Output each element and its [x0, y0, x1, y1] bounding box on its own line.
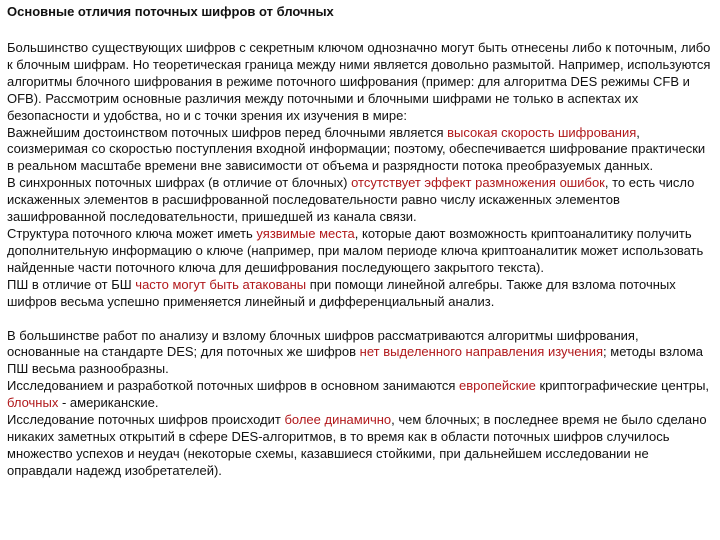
text-segment: В большинстве работ по анализу и взлому блочных шифров рассматриваются алгоритмы шифрования, основанные на стандарте DES; для поточных же шифров	[7, 327, 639, 360]
document-body	[7, 40, 713, 480]
paragraph-attacks	[7, 277, 713, 311]
highlight-no-direction: нет выделенного направления изучения	[359, 344, 604, 360]
highlight-block: блочных	[7, 395, 59, 411]
highlight-weak-points: уязвимые места	[256, 225, 355, 241]
text-segment: , которые дают возможность криптоаналитику получить дополнительную информацию о ключе (например, при малом периоде ключа криптоаналитик может использовать найденные части поточного ключа для дешифрования последующего закрытого текста).	[7, 225, 704, 275]
paragraph-intro: Большинство существующих шифров с секретным ключом однозначно могут быть отнесены либо к поточным, либо к блочным шифрам. Но теоретическая граница между ними является довольно размытой. Например, используются алгоритмы блочного шифрования в режиме поточного шифрования (пример: для алгоритма DES режимы CFB и OFB). Рассмотрим основные различия между поточными и блочными шифрами не только в аспектах их безопасности и удобства, но и с точки зрения их изучения в мире:	[7, 40, 711, 123]
paragraph-key-structure	[7, 226, 713, 277]
paragraph-errors	[7, 175, 713, 226]
text-segment: при помощи линейной алгебры. Также для взлома поточных шифров весьма успешно применяется линейный и дифференциальный анализ.	[7, 276, 676, 309]
highlight-european: европейские	[459, 378, 536, 394]
paragraph-gap	[7, 311, 713, 328]
text-segment: , чем блочных; в последнее время не было сделано никаких заметных открытий в сфере DES-алгоритмов, в то время как в области поточных шифров случилось множество успехов и неудач (некоторые схемы, казавшиеся стойкими, при дальнейшем исследовании не оправдали надежд изобретателей).	[7, 412, 707, 478]
paragraph-speed	[7, 125, 713, 176]
text-segment: В синхронных поточных шифрах (в отличие от блочных)	[7, 175, 352, 191]
text-segment: , соизмеримая со скоростью поступления входной информации; поэтому, обеспечивается шифрование практически в реальном масштабе времени вне зависимости от объема и разрядности потока преобразуемых данных.	[7, 124, 706, 174]
text-segment: криптографические центры,	[535, 378, 710, 394]
paragraph-research-direction	[7, 328, 713, 379]
text-segment: Исследование поточных шифров происходит	[7, 412, 285, 428]
highlight-dynamic: более динамично	[284, 412, 392, 428]
text-segment: - американские.	[58, 395, 159, 411]
highlight-error-propagation: отсутствует эффект размножения ошибок	[351, 175, 605, 191]
page-title: Основные отличия поточных шифров от блочных	[7, 4, 334, 19]
text-segment: Важнейшим достоинством поточных шифров перед блочными является	[7, 124, 448, 140]
text-segment: Исследованием и разработкой поточных шифров в основном занимаются	[7, 378, 460, 394]
paragraph-research-centers	[7, 378, 713, 412]
highlight-speed: высокая скорость шифрования	[447, 124, 637, 140]
text-segment: , то есть число искаженных элементов в расшифрованной последовательности равно числу искаженных элементов зашифрованной последовательности, пришедшей из канала связи.	[7, 175, 695, 225]
highlight-attacks: часто могут быть атакованы	[135, 276, 307, 292]
paragraph-dynamics	[7, 412, 713, 480]
text-segment: ; методы взлома ПШ весьма разнообразны.	[7, 344, 703, 377]
text-segment: Структура поточного ключа может иметь	[7, 225, 257, 241]
text-segment: ПШ в отличие от БШ	[7, 276, 136, 292]
